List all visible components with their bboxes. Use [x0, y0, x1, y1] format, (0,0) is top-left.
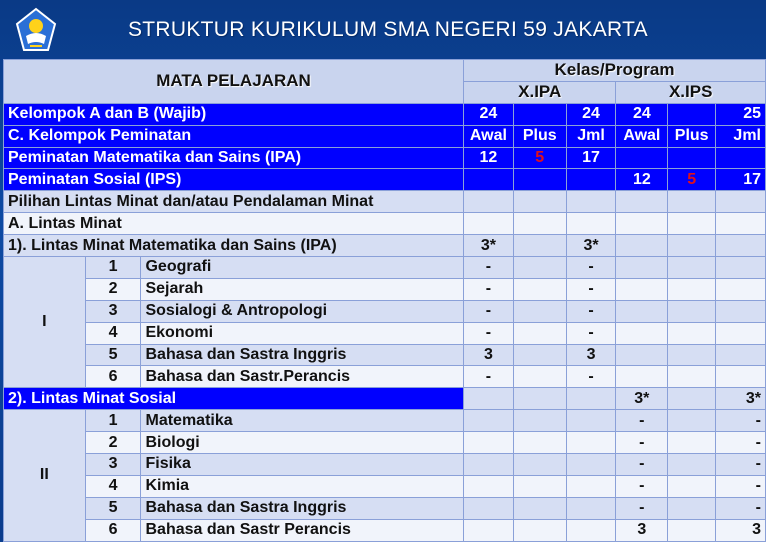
table-row	[4, 410, 766, 432]
ipa-awal-cell	[464, 410, 514, 432]
subject-number: 3	[85, 454, 141, 476]
subject-number: 5	[85, 344, 141, 366]
ips-plus-cell	[668, 366, 716, 388]
ips-plus-cell	[668, 388, 716, 410]
ips-awal-cell: -	[616, 410, 668, 432]
ips-awal-cell: Awal	[616, 125, 668, 147]
ipa-jml-cell: -	[566, 322, 616, 344]
ipa-plus-cell	[513, 322, 566, 344]
ipa-awal-cell: 24	[464, 103, 514, 125]
table-row	[4, 191, 766, 213]
ipa-awal-cell	[464, 388, 514, 410]
ipa-awal-cell: -	[464, 322, 514, 344]
table-row	[4, 497, 766, 519]
ipa-plus-cell	[513, 366, 566, 388]
table-row	[4, 454, 766, 476]
ipa-awal-cell	[464, 169, 514, 191]
ips-jml-cell	[716, 366, 766, 388]
row-label: 1). Lintas Minat Matematika dan Sains (IPA)	[4, 235, 464, 257]
ips-jml-cell: 3	[716, 519, 766, 541]
row-label: Peminatan Matematika dan Sains (IPA)	[4, 147, 464, 169]
row-label: Peminatan Sosial (IPS)	[4, 169, 464, 191]
table-row	[4, 322, 766, 344]
ips-awal-cell: -	[616, 475, 668, 497]
subject-name: Kimia	[141, 475, 464, 497]
ipa-jml-cell	[566, 497, 616, 519]
ips-jml-cell	[716, 213, 766, 235]
row-label: Pilihan Lintas Minat dan/atau Pendalaman Minat	[4, 191, 464, 213]
ipa-jml-cell: 17	[566, 147, 616, 169]
row-label: C. Kelompok Peminatan	[4, 125, 464, 147]
ips-jml-cell	[716, 147, 766, 169]
ipa-plus-cell	[513, 169, 566, 191]
table-row	[4, 235, 766, 257]
ips-plus-cell	[668, 519, 716, 541]
subject-name: Bahasa dan Sastra Inggris	[141, 344, 464, 366]
ipa-jml-cell: -	[566, 300, 616, 322]
ipa-plus-cell	[513, 410, 566, 432]
ips-awal-cell: -	[616, 432, 668, 454]
ips-plus-cell	[668, 410, 716, 432]
ips-plus-cell	[668, 475, 716, 497]
ipa-plus-cell	[513, 454, 566, 476]
ips-jml-cell: -	[716, 454, 766, 476]
curriculum-table	[3, 59, 766, 542]
subject-name: Geografi	[141, 257, 464, 279]
subject-name: Sejarah	[141, 278, 464, 300]
ips-awal-cell	[616, 366, 668, 388]
ips-awal-cell	[616, 257, 668, 279]
ips-column-header: X.IPS	[616, 81, 766, 103]
ipa-awal-cell	[464, 497, 514, 519]
ips-jml-cell: 3*	[716, 388, 766, 410]
group-title: 2). Lintas Minat Sosial	[4, 388, 464, 410]
ipa-awal-cell: -	[464, 300, 514, 322]
ips-plus-cell	[668, 278, 716, 300]
table-row	[4, 278, 766, 300]
program-column-header: Kelas/Program	[464, 60, 766, 82]
ips-plus-cell	[668, 147, 716, 169]
table-row	[4, 257, 766, 279]
ipa-plus-cell	[513, 388, 566, 410]
page-title: STRUKTUR KURIKULUM SMA NEGERI 59 JAKARTA	[128, 18, 648, 41]
row-label: A. Lintas Minat	[4, 213, 464, 235]
ips-awal-cell	[616, 147, 668, 169]
ipa-jml-cell: -	[566, 366, 616, 388]
ipa-jml-cell: 24	[566, 103, 616, 125]
ips-jml-cell	[716, 257, 766, 279]
ips-plus-cell	[668, 257, 716, 279]
subject-name: Bahasa dan Sastr.Perancis	[141, 366, 464, 388]
ipa-awal-cell	[464, 454, 514, 476]
table-row	[4, 169, 766, 191]
ipa-jml-cell	[566, 432, 616, 454]
table-row	[4, 519, 766, 541]
ipa-awal-cell: 3	[464, 344, 514, 366]
table-row	[4, 475, 766, 497]
subject-number: 1	[85, 257, 141, 279]
group-roman-numeral: II	[4, 410, 86, 541]
ips-plus-cell	[668, 432, 716, 454]
ips-jml-cell	[716, 322, 766, 344]
ipa-jml-cell	[566, 388, 616, 410]
ipa-awal-cell	[464, 213, 514, 235]
ipa-awal-cell: -	[464, 257, 514, 279]
ipa-plus-cell: 5	[513, 147, 566, 169]
ips-awal-cell: 3*	[616, 388, 668, 410]
table-row	[4, 344, 766, 366]
table-row	[4, 125, 766, 147]
subject-name: Sosialogi & Antropologi	[141, 300, 464, 322]
subject-number: 4	[85, 475, 141, 497]
subject-name: Bahasa dan Sastr Perancis	[141, 519, 464, 541]
ips-plus-cell	[668, 235, 716, 257]
ipa-awal-cell: -	[464, 278, 514, 300]
ipa-jml-cell: 3	[566, 344, 616, 366]
ips-awal-cell	[616, 300, 668, 322]
table-row	[4, 147, 766, 169]
ips-awal-cell	[616, 278, 668, 300]
ips-awal-cell: 24	[616, 103, 668, 125]
ips-jml-cell: -	[716, 475, 766, 497]
subject-name: Ekonomi	[141, 322, 464, 344]
ipa-plus-cell	[513, 235, 566, 257]
table-row	[4, 366, 766, 388]
table-row	[4, 432, 766, 454]
ipa-jml-cell	[566, 213, 616, 235]
ips-awal-cell: 12	[616, 169, 668, 191]
group-title-row	[4, 388, 766, 410]
ips-awal-cell	[616, 344, 668, 366]
ipa-plus-cell	[513, 344, 566, 366]
ipa-awal-cell: -	[464, 366, 514, 388]
ips-jml-cell	[716, 235, 766, 257]
ipa-jml-cell	[566, 454, 616, 476]
tut-wuri-handayani-logo-icon	[8, 6, 64, 56]
ipa-plus-cell: Plus	[513, 125, 566, 147]
subject-name: Biologi	[141, 432, 464, 454]
ipa-plus-cell	[513, 300, 566, 322]
ips-plus-cell	[668, 497, 716, 519]
ips-plus-cell	[668, 344, 716, 366]
ips-jml-cell: -	[716, 410, 766, 432]
ips-awal-cell: 3	[616, 519, 668, 541]
ips-plus-cell	[668, 213, 716, 235]
ips-jml-cell	[716, 300, 766, 322]
ips-plus-cell	[668, 300, 716, 322]
ipa-plus-cell	[513, 103, 566, 125]
ipa-awal-cell	[464, 475, 514, 497]
slide-header	[0, 0, 766, 58]
subject-name: Fisika	[141, 454, 464, 476]
ips-jml-cell	[716, 278, 766, 300]
ips-jml-cell: Jml	[716, 125, 766, 147]
ipa-jml-cell: Jml	[566, 125, 616, 147]
ipa-plus-cell	[513, 191, 566, 213]
ips-plus-cell: Plus	[668, 125, 716, 147]
subject-number: 2	[85, 432, 141, 454]
table-row	[4, 213, 766, 235]
ips-plus-cell	[668, 322, 716, 344]
table-row	[4, 300, 766, 322]
ips-awal-cell	[616, 235, 668, 257]
ips-plus-cell: 5	[668, 169, 716, 191]
ipa-jml-cell	[566, 519, 616, 541]
ipa-jml-cell: 3*	[566, 235, 616, 257]
ips-jml-cell	[716, 191, 766, 213]
subject-column-header: MATA PELAJARAN	[4, 60, 464, 104]
subject-number: 6	[85, 519, 141, 541]
ips-jml-cell: 25	[716, 103, 766, 125]
ips-awal-cell: -	[616, 454, 668, 476]
ipa-awal-cell: 3*	[464, 235, 514, 257]
ips-jml-cell: -	[716, 497, 766, 519]
ips-awal-cell	[616, 322, 668, 344]
ipa-jml-cell	[566, 191, 616, 213]
ips-jml-cell: -	[716, 432, 766, 454]
ipa-jml-cell: -	[566, 257, 616, 279]
ipa-jml-cell	[566, 169, 616, 191]
ipa-plus-cell	[513, 257, 566, 279]
table-header-row	[4, 60, 766, 82]
ips-jml-cell: 17	[716, 169, 766, 191]
ipa-plus-cell	[513, 432, 566, 454]
ipa-plus-cell	[513, 475, 566, 497]
ips-jml-cell	[716, 344, 766, 366]
group-roman-numeral: I	[4, 257, 86, 388]
ipa-plus-cell	[513, 213, 566, 235]
ips-awal-cell: -	[616, 497, 668, 519]
ips-plus-cell	[668, 454, 716, 476]
subject-number: 3	[85, 300, 141, 322]
ipa-jml-cell	[566, 475, 616, 497]
subject-name: Bahasa dan Sastra Inggris	[141, 497, 464, 519]
ipa-column-header: X.IPA	[464, 81, 616, 103]
subject-number: 4	[85, 322, 141, 344]
table-row	[4, 103, 766, 125]
ips-plus-cell	[668, 103, 716, 125]
ipa-jml-cell: -	[566, 278, 616, 300]
ips-plus-cell	[668, 191, 716, 213]
ipa-plus-cell	[513, 497, 566, 519]
subject-name: Matematika	[141, 410, 464, 432]
subject-number: 5	[85, 497, 141, 519]
ipa-awal-cell	[464, 191, 514, 213]
ipa-plus-cell	[513, 278, 566, 300]
ipa-plus-cell	[513, 519, 566, 541]
subject-number: 1	[85, 410, 141, 432]
subject-number: 2	[85, 278, 141, 300]
row-label: Kelompok A dan B (Wajib)	[4, 103, 464, 125]
ipa-awal-cell: 12	[464, 147, 514, 169]
ipa-jml-cell	[566, 410, 616, 432]
ips-awal-cell	[616, 191, 668, 213]
subject-number: 6	[85, 366, 141, 388]
ips-awal-cell	[616, 213, 668, 235]
ipa-awal-cell	[464, 432, 514, 454]
ipa-awal-cell: Awal	[464, 125, 514, 147]
ipa-awal-cell	[464, 519, 514, 541]
